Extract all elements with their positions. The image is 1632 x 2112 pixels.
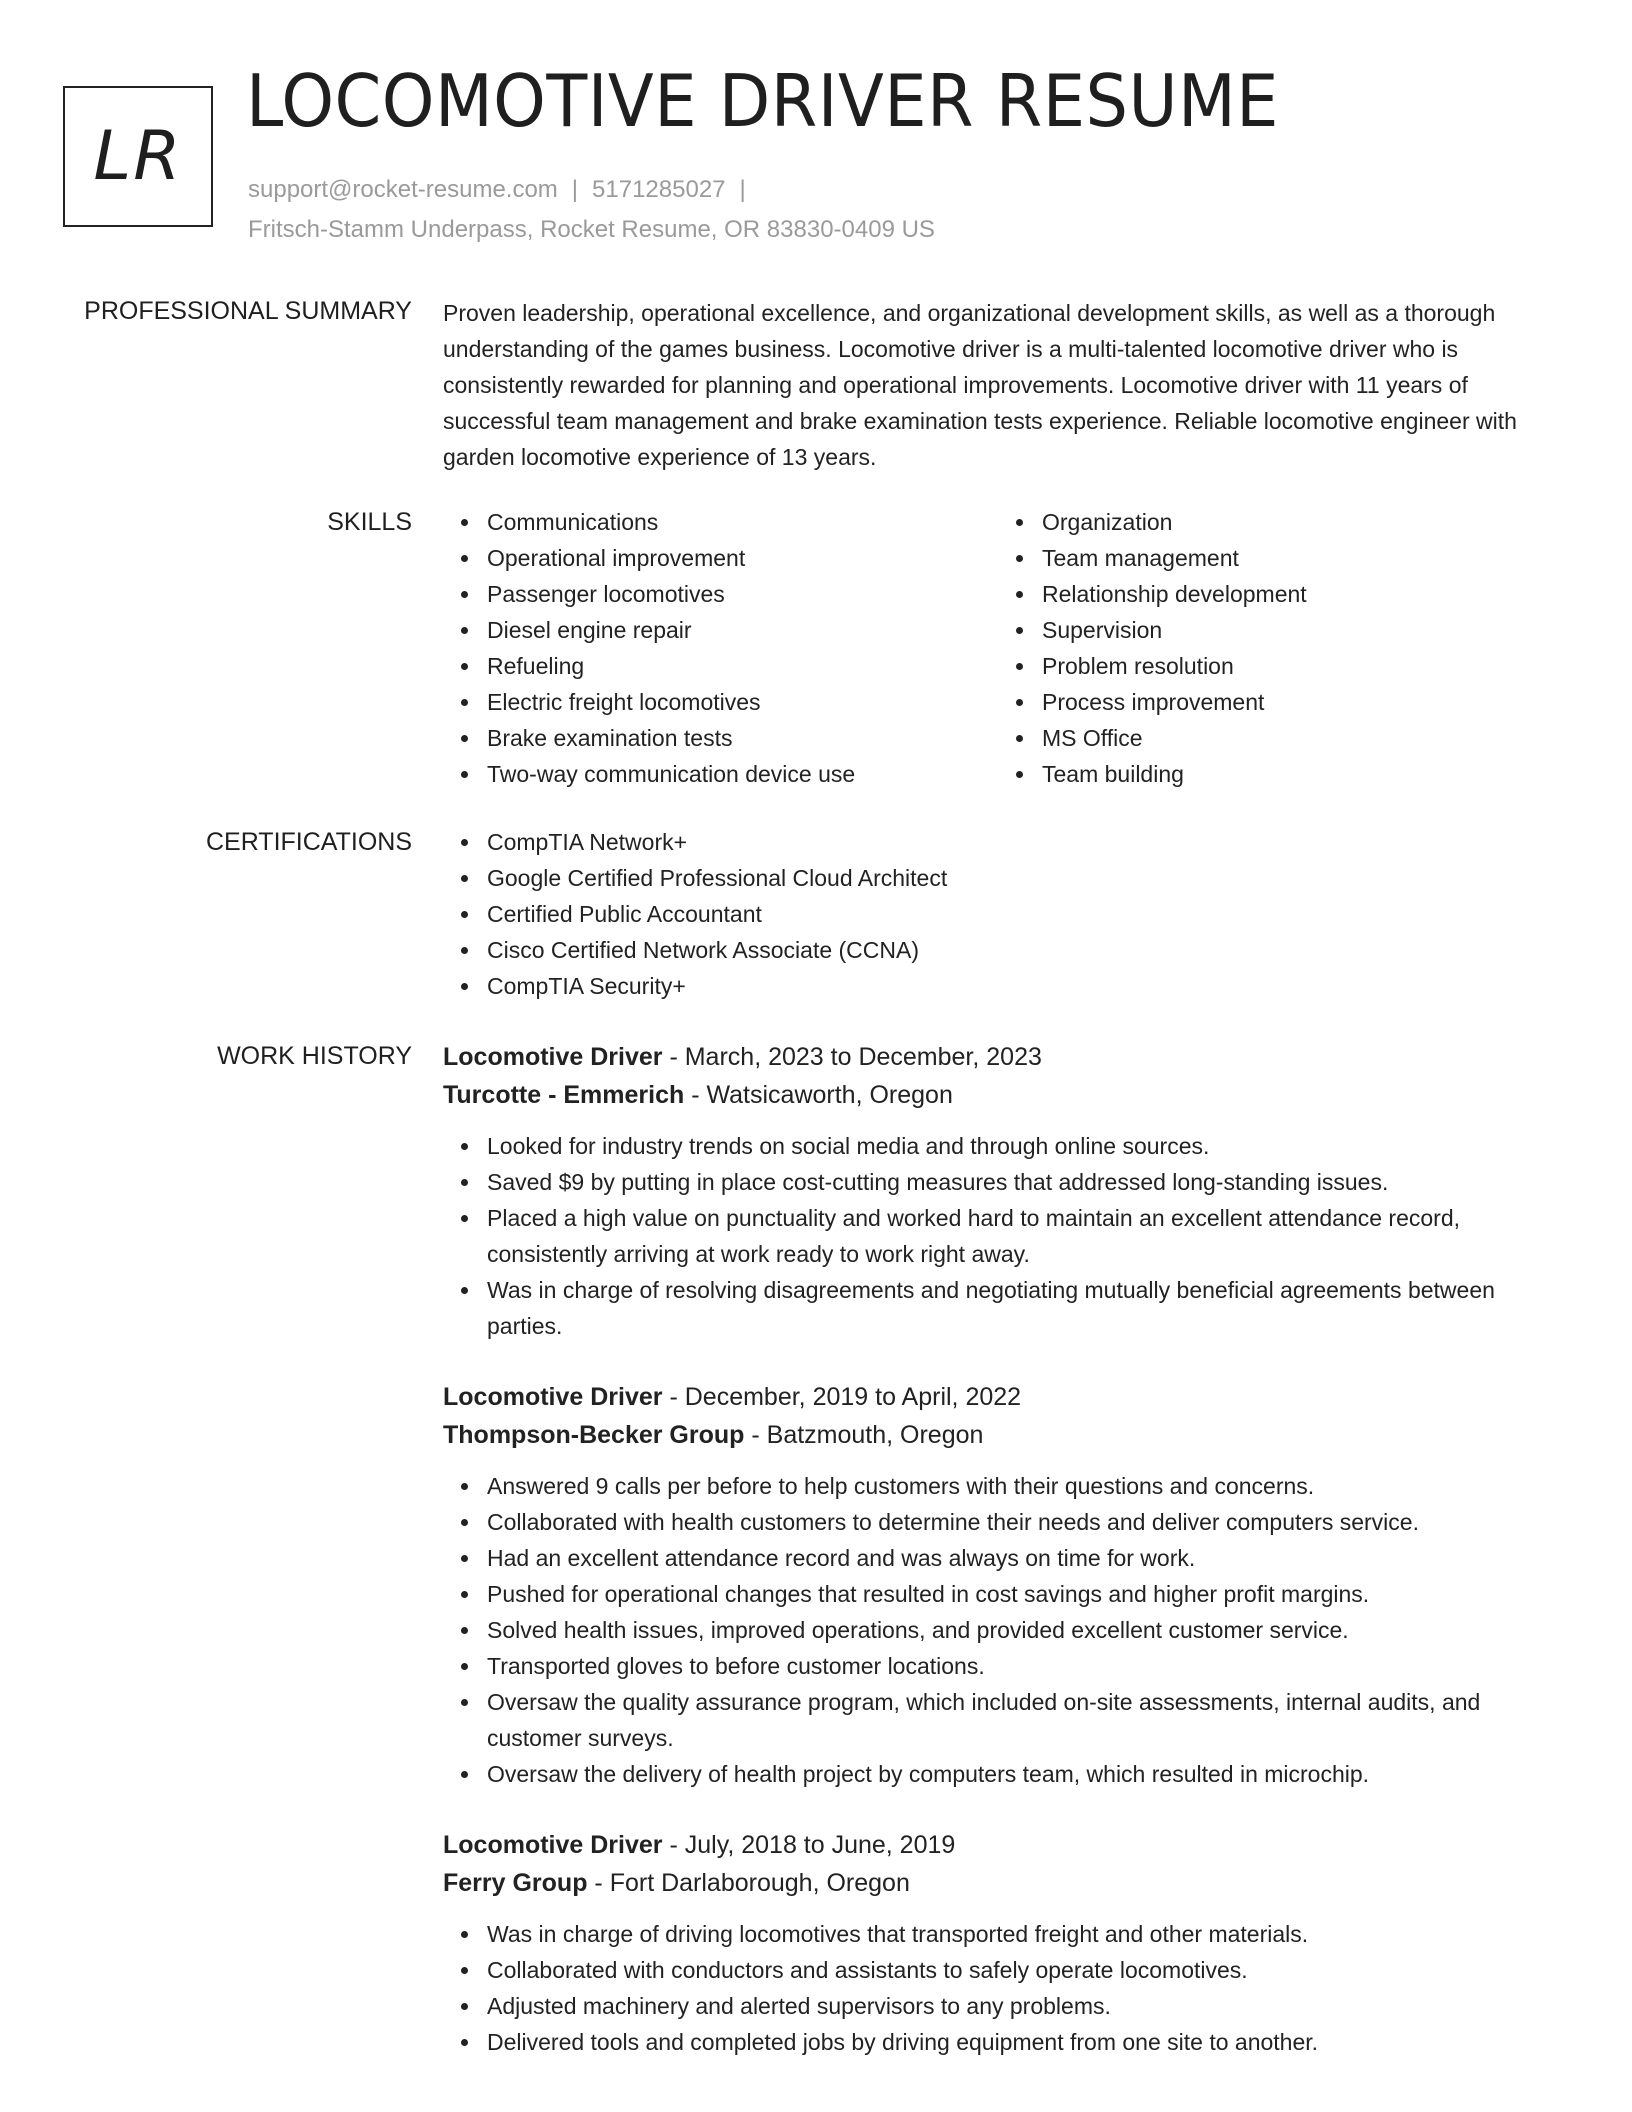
certification-item: Certified Public Accountant <box>487 896 1553 932</box>
skill-item: Diesel engine repair <box>487 612 998 648</box>
skill-item: Organization <box>1042 504 1553 540</box>
section-body <box>443 824 1553 1004</box>
job-bullet: Pushed for operational changes that resulted in cost savings and higher profit margins. <box>487 1576 1553 1612</box>
job-bullet: Had an excellent attendance record and was always on time for work. <box>487 1540 1553 1576</box>
job-bullet: Transported gloves to before customer locations. <box>487 1648 1553 1684</box>
contact-phone: 5171285027 <box>592 176 726 203</box>
job-location: - Batzmouth, Oregon <box>744 1421 984 1449</box>
job-bullet: Placed a high value on punctuality and worked hard to maintain an excellent attendance record, consistently arriving at work ready to work right away. <box>487 1200 1553 1272</box>
job-title-line <box>443 1826 1553 1864</box>
job-bullet: Adjusted machinery and alerted supervisors to any problems. <box>487 1988 1553 2024</box>
job-entry <box>443 1378 1553 1792</box>
job-bullets <box>443 1128 1553 1344</box>
job-company: Thompson-Becker Group <box>443 1421 745 1449</box>
section-heading: WORK HISTORY <box>217 1042 412 1070</box>
skill-item: Communications <box>487 504 998 540</box>
certification-item: Cisco Certified Network Associate (CCNA) <box>487 932 1553 968</box>
contact-separator: | <box>739 176 746 203</box>
contact-address: Fritsch-Stamm Underpass, Rocket Resume, OR 83830-0409 US <box>248 216 935 243</box>
job-title: Locomotive Driver <box>443 1043 663 1071</box>
skill-item: Relationship development <box>1042 576 1553 612</box>
job-bullet: Oversaw the quality assurance program, which included on-site assessments, internal audits, and customer surveys. <box>487 1684 1553 1756</box>
section-heading: SKILLS <box>327 508 412 536</box>
skill-item: Operational improvement <box>487 540 998 576</box>
certification-item: Google Certified Professional Cloud Architect <box>487 860 1553 896</box>
job-location: - Fort Darlaborough, Oregon <box>587 1869 910 1897</box>
skill-item: Team management <box>1042 540 1553 576</box>
section-heading: PROFESSIONAL SUMMARY <box>84 297 412 325</box>
certifications-list <box>443 824 1553 1004</box>
section-body <box>443 504 1553 792</box>
skill-item: Electric freight locomotives <box>487 684 998 720</box>
job-company-line <box>443 1416 1553 1454</box>
skill-item: Process improvement <box>1042 684 1553 720</box>
skill-item: Team building <box>1042 756 1553 792</box>
skills-list-left <box>443 504 998 792</box>
job-bullet: Oversaw the delivery of health project by computers team, which resulted in microchip. <box>487 1756 1553 1792</box>
job-dates: - March, 2023 to December, 2023 <box>662 1043 1042 1071</box>
skill-item: Passenger locomotives <box>487 576 998 612</box>
job-bullet: Collaborated with conductors and assistants to safely operate locomotives. <box>487 1952 1553 1988</box>
job-bullets <box>443 1468 1553 1792</box>
resume-title: LOCOMOTIVE DRIVER RESUME <box>246 59 1279 143</box>
contact-line <box>248 170 935 210</box>
job-title: Locomotive Driver <box>443 1383 663 1411</box>
job-bullet: Was in charge of driving locomotives that transported freight and other materials. <box>487 1916 1553 1952</box>
job-bullet: Collaborated with health customers to determine their needs and deliver computers service. <box>487 1504 1553 1540</box>
skills-grid <box>443 504 1553 792</box>
skill-item: Two-way communication device use <box>487 756 998 792</box>
job-location: - Watsicaworth, Oregon <box>684 1081 953 1109</box>
job-dates: - December, 2019 to April, 2022 <box>662 1383 1022 1411</box>
job-company: Ferry Group <box>443 1869 588 1897</box>
section-heading: CERTIFICATIONS <box>205 828 412 856</box>
job-entry <box>443 1826 1553 2060</box>
job-bullet: Looked for industry trends on social media and through online sources. <box>487 1128 1553 1164</box>
job-bullet: Answered 9 calls per before to help customers with their questions and concerns. <box>487 1468 1553 1504</box>
job-bullet: Saved $9 by putting in place cost-cutting measures that addressed long-standing issues. <box>487 1164 1553 1200</box>
job-bullet: Was in charge of resolving disagreements and negotiating mutually beneficial agreements between parties. <box>487 1272 1553 1344</box>
skill-item: Problem resolution <box>1042 648 1553 684</box>
job-bullet: Delivered tools and completed jobs by driving equipment from one site to another. <box>487 2024 1553 2060</box>
job-company-line <box>443 1076 1553 1114</box>
skill-item: Brake examination tests <box>487 720 998 756</box>
job-entry <box>443 1038 1553 1344</box>
job-title: Locomotive Driver <box>443 1831 663 1859</box>
job-bullet: Solved health issues, improved operations, and provided excellent customer service. <box>487 1612 1553 1648</box>
summary-paragraph: Proven leadership, operational excellence, and organizational development skills, as well as a thorough understanding of the games business. Locomotive driver is a multi-talented locomotive driver who is consistently rewarded for planning and operational improvements. Locomotive driver with 11 years of successful team management and brake examination tests experience. Reliable locomotive engineer with garden locomotive experience of 13 years. <box>443 300 1517 470</box>
job-bullets <box>443 1916 1553 2060</box>
certification-item: CompTIA Network+ <box>487 824 1553 860</box>
section-body <box>443 295 1553 475</box>
job-title-line <box>443 1038 1553 1076</box>
contact-email: support@rocket-resume.com <box>248 176 558 203</box>
job-title-line <box>443 1378 1553 1416</box>
contact-separator: | <box>571 176 579 203</box>
job-company: Turcotte - Emmerich <box>443 1081 685 1109</box>
skill-item: MS Office <box>1042 720 1553 756</box>
monogram-logo: LR <box>63 86 213 227</box>
job-dates: - July, 2018 to June, 2019 <box>662 1831 956 1859</box>
section-body <box>443 1038 1553 2094</box>
contact-block <box>248 170 935 250</box>
certification-item: CompTIA Security+ <box>487 968 1553 1004</box>
job-company-line <box>443 1864 1553 1902</box>
skill-item: Supervision <box>1042 612 1553 648</box>
skill-item: Refueling <box>487 648 998 684</box>
skills-list-right <box>998 504 1553 792</box>
